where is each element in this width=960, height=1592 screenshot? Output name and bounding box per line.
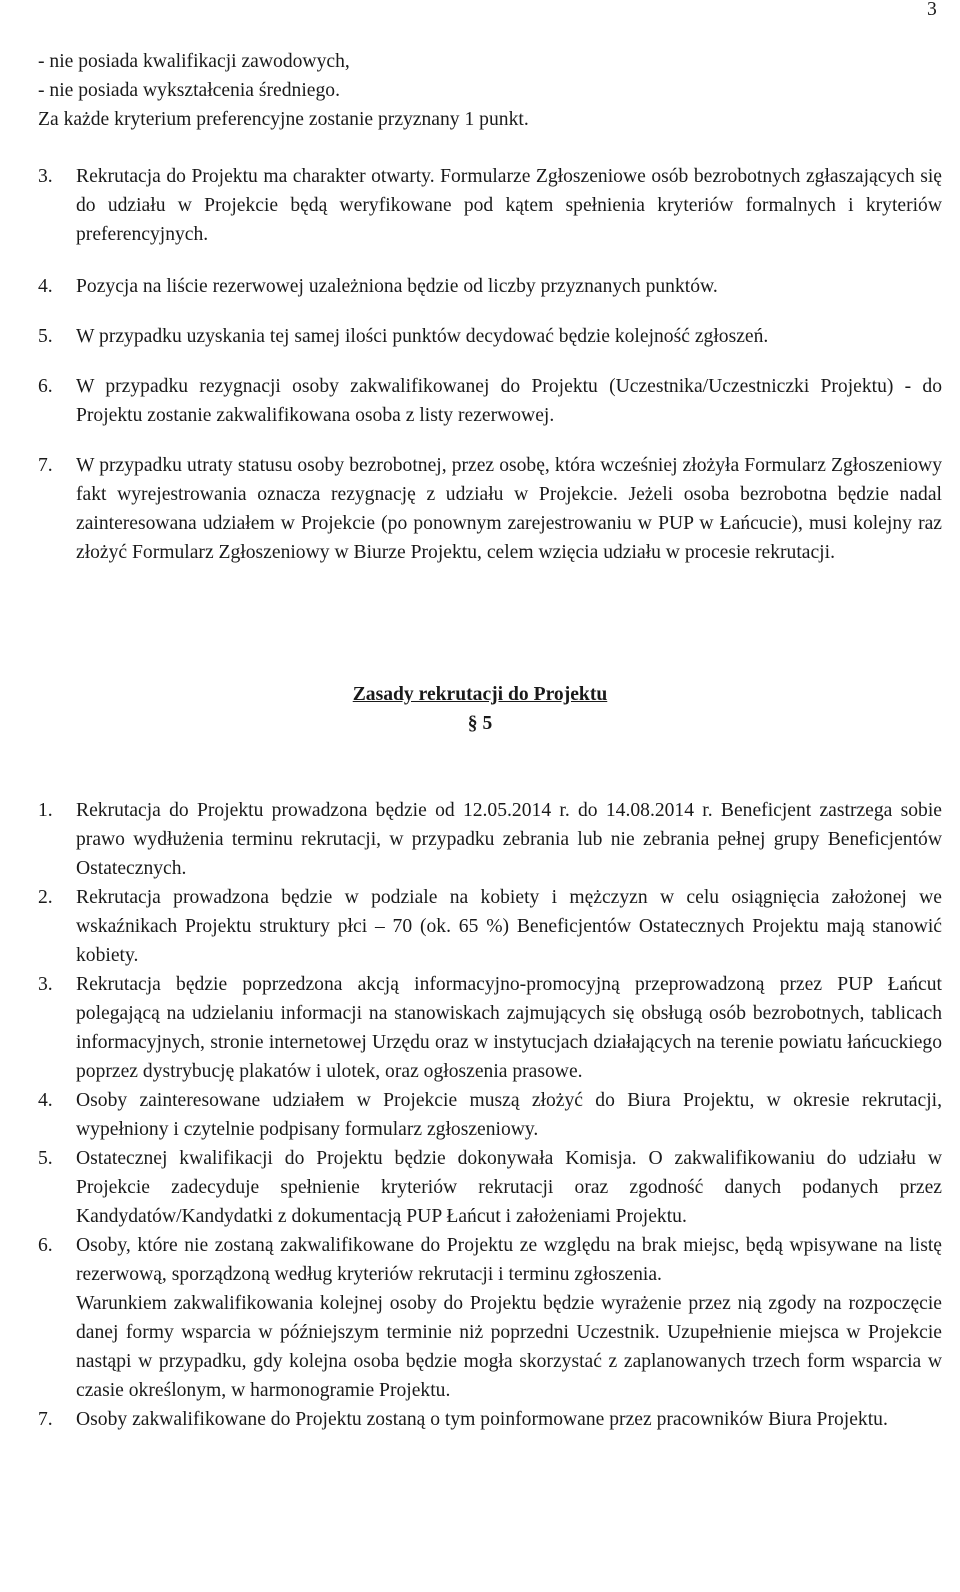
continuation-paragraph: Warunkiem zakwalifikowania kolejnej osoby do Projektu będzie wyrażenie przez nią zgody na rozpoczęcie danej formy wsparcia w późniejszym terminie niż poprzedni Uczestnik. Uzupełnienie miejsca w Projekcie nastąpi w przypadku, gdy kolejna osoba będzie mogła skorzystać z zaplanowanych trzech form wsparcia w czasie określonym, w harmonogramie Projektu. xyxy=(76,1293,942,1401)
top-lines xyxy=(38,47,942,134)
list-item xyxy=(38,322,942,351)
paragraph-sign: § 5 xyxy=(467,713,493,734)
list-item-text: W przypadku utraty statusu osoby bezrobotnej, przez osobę, która wcześniej złożyła Formularz Zgłoszeniowy fakt wyrejestrowania oznacza rezygnację z udziału w Projekcie. Jeżeli osoba bezrobotna będzie nadal zainteresowana udziałem w Projekcie (po ponownym zarejestrowaniu w PUP w Łańcucie), musi kolejny raz złożyć Formularz Zgłoszeniowy w Biurze Projektu, celem wzięcia udziału w procesie rekrutacji. xyxy=(76,455,942,563)
list-item-number: 3. xyxy=(38,974,53,995)
list-item-number: 4. xyxy=(38,1090,53,1111)
first-list xyxy=(38,162,942,567)
page-number: 3 xyxy=(927,0,937,20)
list-item-text: Osoby zakwalifikowane do Projektu zostaną o tym poinformowane przez pracowników Biura Projektu. xyxy=(76,1409,888,1430)
list-item-text: Osoby zainteresowane udziałem w Projekcie muszą złożyć do Biura Projektu, w okresie rekrutacji, wypełniony i czytelnie podpisany formularz zgłoszeniowy. xyxy=(76,1090,942,1140)
list-item-text: Osoby, które nie zostaną zakwalifikowane do Projektu ze względu na brak miejsc, będą wpisywane na listę rezerwową, sporządzoną według kryteriów rekrutacji i terminu zgłoszenia. xyxy=(76,1235,942,1285)
list-item-text: W przypadku rezygnacji osoby zakwalifikowanej do Projektu (Uczestnika/Uczestniczki Projektu) - do Projektu zostanie zakwalifikowana osoba z listy rezerwowej. xyxy=(76,376,942,426)
list-item-text: Rekrutacja będzie poprzedzona akcją informacyjno-promocyjną przeprowadzoną przez PUP Łańcut polegającą na udzielaniu informacji na stanowiskach zajmujących się obsługą osób bezrobotnych, tablicach informacyjnych, stronie internetowej Urzędu oraz w instytucjach działających na terenie powiatu łańcuckiego poprzez dystrybucję plakatów i ulotek, oraz ogłoszenia prasowe. xyxy=(76,974,942,1082)
list-item xyxy=(38,451,942,567)
list-item xyxy=(38,1144,942,1231)
list-item-number: 5. xyxy=(38,1148,53,1169)
list-item-number: 4. xyxy=(38,276,53,297)
list-item-text: Rekrutacja do Projektu ma charakter otwarty. Formularze Zgłoszeniowe osób bezrobotnych zgłaszających się do udziału w Projekcie będą weryfikowane pod kątem spełnienia kryteriów formalnych i kryteriów preferencyjnych. xyxy=(76,166,942,245)
list-item xyxy=(38,272,942,301)
list-item-number: 7. xyxy=(38,455,53,476)
text-line: - nie posiada wykształcenia średniego. xyxy=(38,80,340,101)
list-item xyxy=(38,796,942,883)
list-item-text: Ostatecznej kwalifikacji do Projektu będzie dokonywała Komisja. O zakwalifikowaniu do udziału w Projekcie zadecyduje spełnienie kryteriów rekrutacji oraz zgodność danych podanych przez Kandydatów/Kandydatki z dokumentacją PUP Łańcut i założeniami Projektu. xyxy=(76,1148,942,1227)
list-item xyxy=(38,1086,942,1144)
list-item xyxy=(38,1405,942,1434)
list-item-number: 6. xyxy=(38,1235,53,1256)
list-item-number: 3. xyxy=(38,166,53,187)
list-item-number: 1. xyxy=(38,800,53,821)
section-heading: Zasady rekrutacji do Projektu xyxy=(352,684,608,705)
list-item-number: 6. xyxy=(38,376,53,397)
list-item-text: Rekrutacja do Projektu prowadzona będzie od 12.05.2014 r. do 14.08.2014 r. Beneficjent zastrzega sobie prawo wydłużenia terminu rekrutacji, w przypadku zebrania lub nie zebrania pełnej grupy Beneficjentów Ostatecznych. xyxy=(76,800,942,879)
list-item xyxy=(38,1231,942,1289)
section-paragraph-number xyxy=(0,709,960,739)
list-item xyxy=(38,883,942,970)
list-item xyxy=(38,970,942,1086)
list-item-text: W przypadku uzyskania tej samej ilości punktów decydować będzie kolejność zgłoszeń. xyxy=(76,326,769,347)
list-item xyxy=(38,162,942,249)
list-item-text: Pozycja na liście rezerwowej uzależniona będzie od liczby przyznanych punktów. xyxy=(76,276,718,297)
list-item-number: 7. xyxy=(38,1409,53,1430)
list-item xyxy=(38,372,942,430)
text-line: Za każde kryterium preferencyjne zostanie przyznany 1 punkt. xyxy=(38,109,529,130)
list-item-text: Rekrutacja prowadzona będzie w podziale na kobiety i mężczyzn w celu osiągnięcia założonej we wskaźnikach Projektu struktury płci – 70 (ok. 65 %) Beneficjentów Ostatecznych Projektu mają stanowić kobiety. xyxy=(76,887,942,966)
second-list xyxy=(38,796,942,1434)
text-line: - nie posiada kwalifikacji zawodowych, xyxy=(38,51,350,72)
list-item-number: 5. xyxy=(38,326,53,347)
list-item-number: 2. xyxy=(38,887,53,908)
